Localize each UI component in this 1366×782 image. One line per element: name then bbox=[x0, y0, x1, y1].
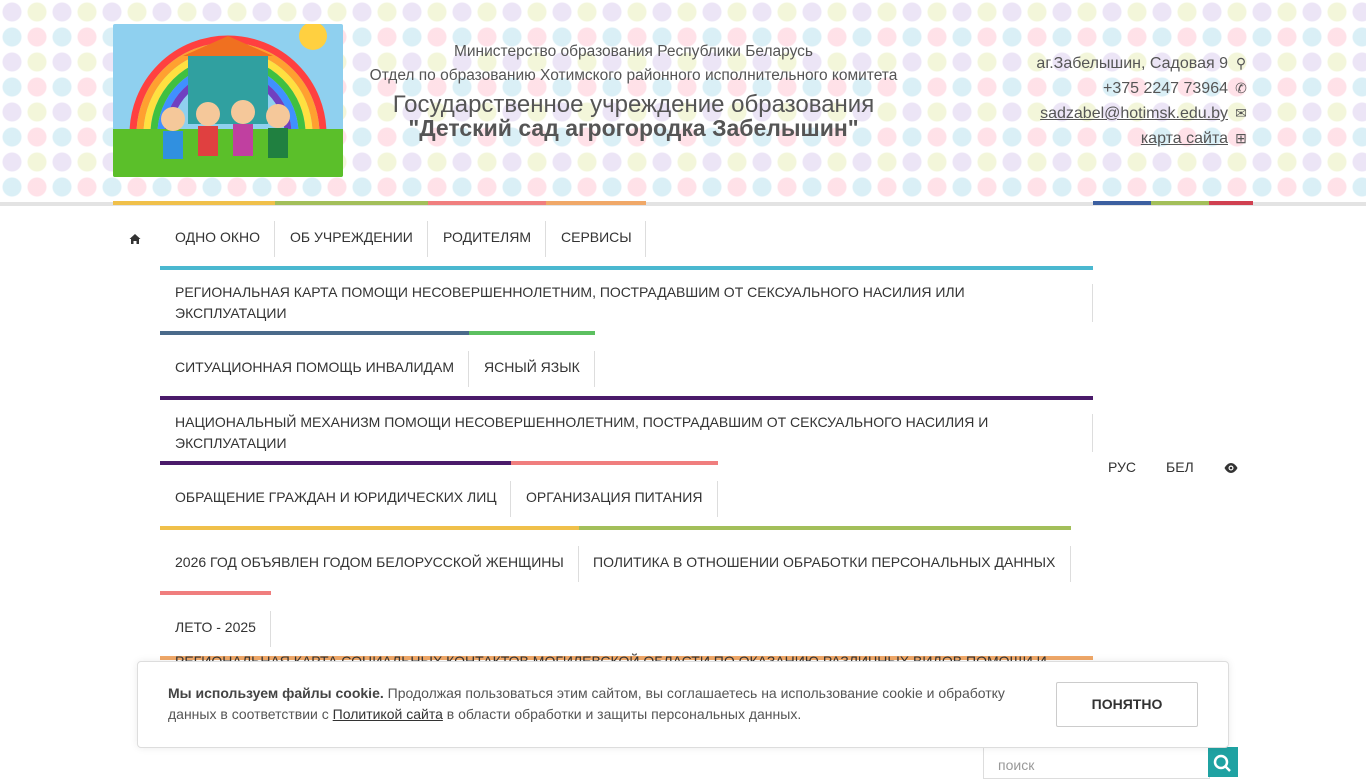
top-color-bar bbox=[1093, 201, 1151, 205]
lang-ru[interactable]: РУС bbox=[1108, 459, 1137, 475]
logo-illustration bbox=[113, 24, 343, 177]
top-color-bar bbox=[113, 201, 275, 205]
eye-icon[interactable] bbox=[1224, 460, 1238, 476]
department-name: Отдел по образованию Хотимского районного исполнительного комитета bbox=[369, 67, 898, 84]
nav-color-bar bbox=[160, 396, 1093, 400]
header-titles bbox=[350, 40, 917, 141]
phone-icon: ✆ bbox=[1235, 80, 1247, 96]
lang-be[interactable]: БЕЛ bbox=[1166, 459, 1194, 475]
search-placeholder: поиск bbox=[998, 757, 1035, 773]
top-color-bar bbox=[546, 201, 646, 205]
contacts-block bbox=[1036, 52, 1250, 152]
home-icon[interactable] bbox=[129, 230, 141, 251]
org-type: Государственное учреждение образования bbox=[392, 91, 875, 118]
phone-text: +375 2247 73964 bbox=[1102, 80, 1228, 97]
nav-separator bbox=[274, 221, 275, 257]
nav-personal-data-policy[interactable]: ПОЛИТИКА В ОТНОШЕНИИ ОБРАБОТКИ ПЕРСОНАЛЬНЫХ ДАННЫХ bbox=[593, 554, 1056, 570]
nav-separator bbox=[1092, 414, 1093, 452]
nav-about[interactable]: ОБ УЧРЕЖДЕНИИ bbox=[290, 229, 413, 245]
nav-summer-2025[interactable]: ЛЕТО - 2025 bbox=[175, 619, 256, 635]
nav-color-bar bbox=[160, 526, 579, 530]
cookie-text-1: Продолжая пользоваться этим сайтом, вы соглашаетесь на использование cookie и обработку данных в соответствии с bbox=[168, 685, 1005, 722]
ministry-name: Министерство образования Республики Беларусь bbox=[453, 43, 814, 60]
nav-separator bbox=[270, 611, 271, 647]
cookie-text-2: в области обработки и защиты персональных данных. bbox=[442, 706, 802, 722]
nav-separator bbox=[427, 221, 428, 257]
nav-color-bar bbox=[160, 461, 511, 465]
search-button[interactable] bbox=[1208, 747, 1238, 777]
nav-separator bbox=[545, 221, 546, 257]
nav-disabled-help[interactable]: СИТУАЦИОННАЯ ПОМОЩЬ ИНВАЛИДАМ bbox=[175, 359, 455, 375]
top-color-bar bbox=[1151, 201, 1209, 205]
site-header bbox=[0, 0, 1366, 202]
sitemap-icon: ⊞ bbox=[1235, 130, 1247, 146]
sitemap-link[interactable]: карта сайта bbox=[1140, 130, 1228, 147]
nav-separator bbox=[578, 546, 579, 582]
envelope-icon: ✉ bbox=[1235, 105, 1247, 121]
org-name: "Детский сад агрогородка Забелышин" bbox=[408, 115, 859, 141]
nav-color-bar bbox=[160, 266, 1093, 270]
site-logo[interactable] bbox=[113, 24, 343, 177]
top-color-bar bbox=[275, 201, 428, 205]
cookie-accept-button[interactable]: ПОНЯТНО bbox=[1056, 682, 1198, 727]
nav-separator bbox=[717, 481, 718, 517]
nav-separator bbox=[468, 351, 469, 387]
nav-separator bbox=[645, 221, 646, 257]
search-input[interactable] bbox=[983, 747, 1210, 779]
nav-parents[interactable]: РОДИТЕЛЯМ bbox=[443, 229, 532, 245]
cookie-title: Мы используем файлы cookie. bbox=[168, 685, 384, 701]
email-link[interactable]: sadzabel@hotimsk.edu.by bbox=[1040, 105, 1228, 122]
nav-one-window[interactable]: ОДНО ОКНО bbox=[175, 229, 260, 245]
nav-color-bar bbox=[511, 461, 718, 465]
nav-services[interactable]: СЕРВИСЫ bbox=[561, 229, 632, 245]
nav-catering[interactable]: ОРГАНИЗАЦИЯ ПИТАНИЯ bbox=[526, 489, 703, 505]
address-text: аг.Забелышин, Садовая 9 bbox=[1036, 55, 1228, 72]
cookie-banner bbox=[137, 661, 1229, 748]
nav-separator bbox=[594, 351, 595, 387]
nav-separator bbox=[510, 481, 511, 517]
map-marker-icon: ⚲ bbox=[1235, 55, 1247, 71]
nav-color-bar bbox=[160, 331, 469, 335]
top-color-bar bbox=[1209, 201, 1253, 205]
nav-color-bar bbox=[579, 526, 1071, 530]
nav-regional-help-map[interactable]: РЕГИОНАЛЬНАЯ КАРТА ПОМОЩИ НЕСОВЕРШЕННОЛЕТНИМ, ПОСТРАДАВШИМ ОТ СЕКСУАЛЬНОГО НАСИЛИЯ ИЛИ ЭКСПЛУАТАЦИИ bbox=[175, 284, 965, 321]
cookie-message bbox=[168, 683, 1028, 725]
nav-year-of-women[interactable]: 2026 ГОД ОБЪЯВЛЕН ГОДОМ БЕЛОРУССКОЙ ЖЕНЩИНЫ bbox=[175, 554, 564, 570]
nav-separator bbox=[1070, 546, 1071, 582]
nav-citizen-appeals[interactable]: ОБРАЩЕНИЕ ГРАЖДАН И ЮРИДИЧЕСКИХ ЛИЦ bbox=[175, 489, 497, 505]
nav-national-mechanism[interactable]: НАЦИОНАЛЬНЫЙ МЕХАНИЗМ ПОМОЩИ НЕСОВЕРШЕННОЛЕТНИМ, ПОСТРАДАВШИМ ОТ СЕКСУАЛЬНОГО НАСИЛИЯ И ЭКСПЛУАТАЦИИ bbox=[175, 414, 989, 451]
nav-color-bar bbox=[469, 331, 595, 335]
top-color-bar bbox=[428, 201, 546, 205]
nav-color-bar bbox=[160, 591, 271, 595]
nav-separator bbox=[1092, 284, 1093, 322]
cookie-policy-link[interactable]: Политикой сайта bbox=[332, 706, 443, 722]
search-icon bbox=[1208, 747, 1238, 777]
nav-plain-language[interactable]: ЯСНЫЙ ЯЗЫК bbox=[484, 359, 580, 375]
